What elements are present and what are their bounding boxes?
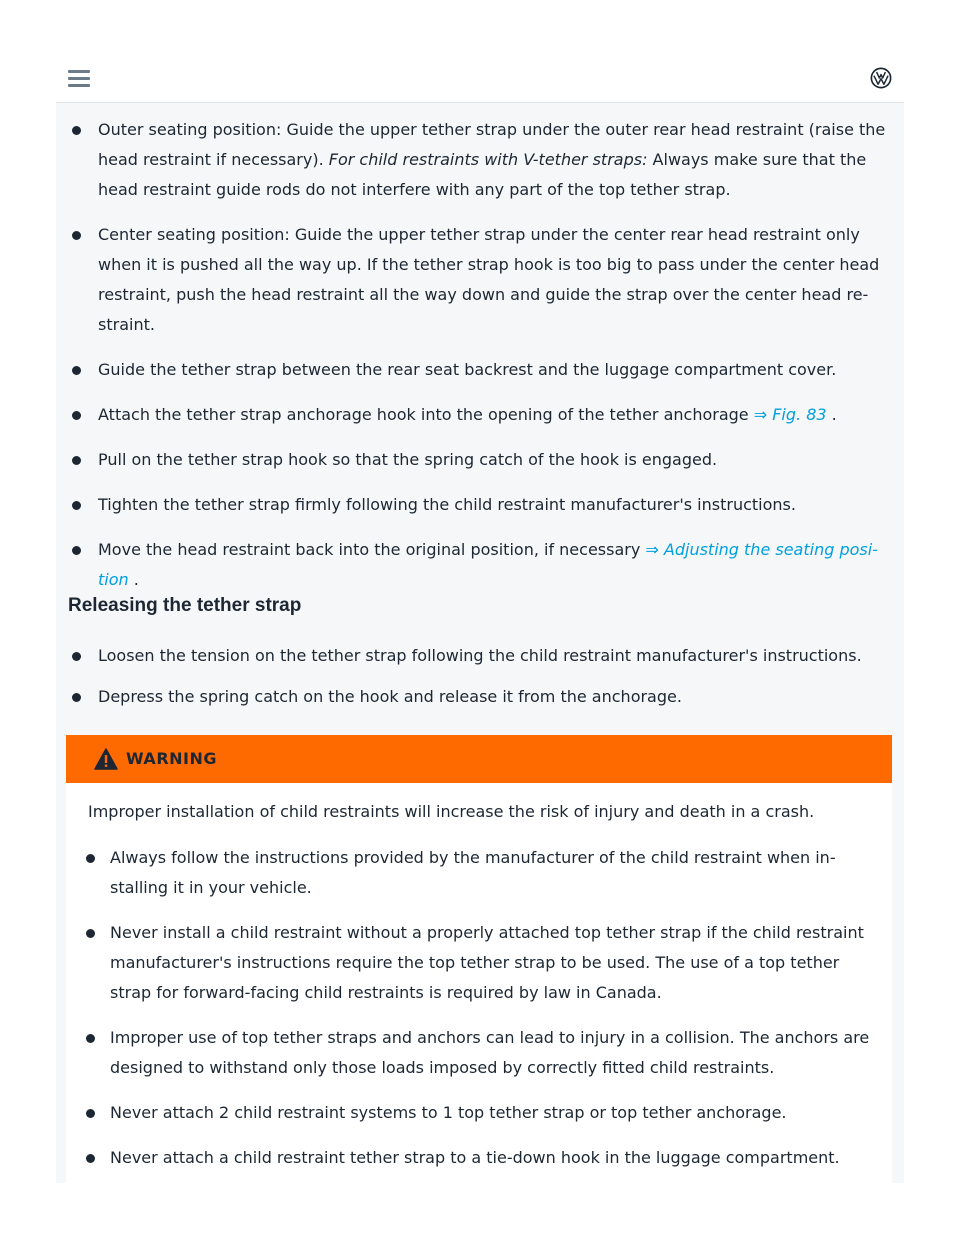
list-item xyxy=(98,682,898,712)
top-bar xyxy=(56,52,904,103)
warning-header xyxy=(66,735,892,783)
step-text: Guide the tether strap between the rear seat backrest and the luggage compartment cover. xyxy=(98,360,837,379)
warning-triangle-icon xyxy=(94,748,118,770)
list-item xyxy=(110,1023,880,1083)
list-item xyxy=(98,355,898,385)
list-item xyxy=(110,1143,880,1173)
bullet-icon xyxy=(72,693,81,702)
section-heading: Releasing the tether strap xyxy=(68,595,302,616)
warning-text: Never install a child restraint without a properly attached top tether strap if the child restraint manufacturer's instructions require the top tether strap to be used. The use of a top tether strap for forward-facing child restraints is required by law in Canada. xyxy=(110,923,864,1002)
list-item xyxy=(98,535,898,595)
warning-intro: Improper installation of child restraints will increase the risk of injury and death in a crash. xyxy=(88,802,815,821)
page-content xyxy=(56,103,904,1183)
step-text: Pull on the tether strap hook so that the spring catch of the hook is engaged. xyxy=(98,450,718,469)
vw-logo-icon[interactable] xyxy=(870,67,892,89)
release-text: Depress the spring catch on the hook and release it from the anchorage. xyxy=(98,687,682,706)
release-list xyxy=(98,641,898,723)
bullet-icon xyxy=(86,929,95,938)
warning-text: Never attach a child restraint tether strap to a tie-down hook in the luggage compartment. xyxy=(110,1148,840,1167)
bullet-icon xyxy=(72,231,81,240)
bullet-icon xyxy=(72,366,81,375)
step-text: Outer seating position: Guide the upper tether strap under the outer rear head restraint (raise the head restraint if necessary). xyxy=(98,120,886,169)
step-text: Move the head restraint back into the original position, if necessary xyxy=(98,540,646,559)
step-suffix: . xyxy=(826,405,837,424)
warning-body xyxy=(66,783,892,1183)
step-text: Center seating position: Guide the upper tether strap under the center rear head restraint only when it is pushed all the way up. If the tether strap hook is too big to pass under the center head restraint, push the head restraint all the way down and guide the strap over the center head re-straint. xyxy=(98,225,880,334)
bullet-icon xyxy=(72,456,81,465)
bullet-icon xyxy=(72,652,81,661)
bullet-icon xyxy=(86,1109,95,1118)
bullet-icon xyxy=(72,126,81,135)
hamburger-menu-icon[interactable] xyxy=(68,70,90,87)
step-text: Always make sure that the head restraint guide rods do not interfere with any part of the top tether strap. xyxy=(98,150,867,199)
bullet-icon xyxy=(72,546,81,555)
warning-text: Always follow the instructions provided by the manufacturer of the child restraint when in-stalling it in your vehicle. xyxy=(110,848,836,897)
list-item xyxy=(110,843,880,903)
list-item xyxy=(98,400,898,430)
list-item xyxy=(98,490,898,520)
list-item xyxy=(110,1098,880,1128)
list-item xyxy=(98,445,898,475)
bullet-icon xyxy=(86,854,95,863)
list-item xyxy=(98,115,898,205)
warning-text: Never attach 2 child restraint systems to 1 top tether strap or top tether anchorage. xyxy=(110,1103,787,1122)
step-italic-text: For child restraints with V-tether straps: xyxy=(328,150,648,169)
step-text: Tighten the tether strap firmly following the child restraint manufacturer's instructions. xyxy=(98,495,796,514)
step-suffix: . xyxy=(128,570,139,589)
bullet-icon xyxy=(72,501,81,510)
bullet-icon xyxy=(72,411,81,420)
list-item xyxy=(98,641,898,671)
step-text: Attach the tether strap anchorage hook into the opening of the tether anchorage xyxy=(98,405,754,424)
warning-text: Improper use of top tether straps and anchors can lead to injury in a collision. The anchors are designed to withstand only those loads imposed by correctly fitted child restraints. xyxy=(110,1028,870,1077)
procedure-list xyxy=(98,115,898,610)
fig-83-link[interactable]: ⇒ Fig. 83 xyxy=(753,405,827,424)
bullet-icon xyxy=(86,1034,95,1043)
warning-list xyxy=(110,843,880,1188)
list-item xyxy=(110,918,880,1008)
warning-label: WARNING xyxy=(126,749,217,768)
adjusting-seating-position-link[interactable]: ⇒ Adjusting the seating posi-tion xyxy=(98,540,878,589)
bullet-icon xyxy=(86,1154,95,1163)
list-item xyxy=(98,220,898,340)
release-text: Loosen the tension on the tether strap following the child restraint manufacturer's instructions. xyxy=(98,646,862,665)
